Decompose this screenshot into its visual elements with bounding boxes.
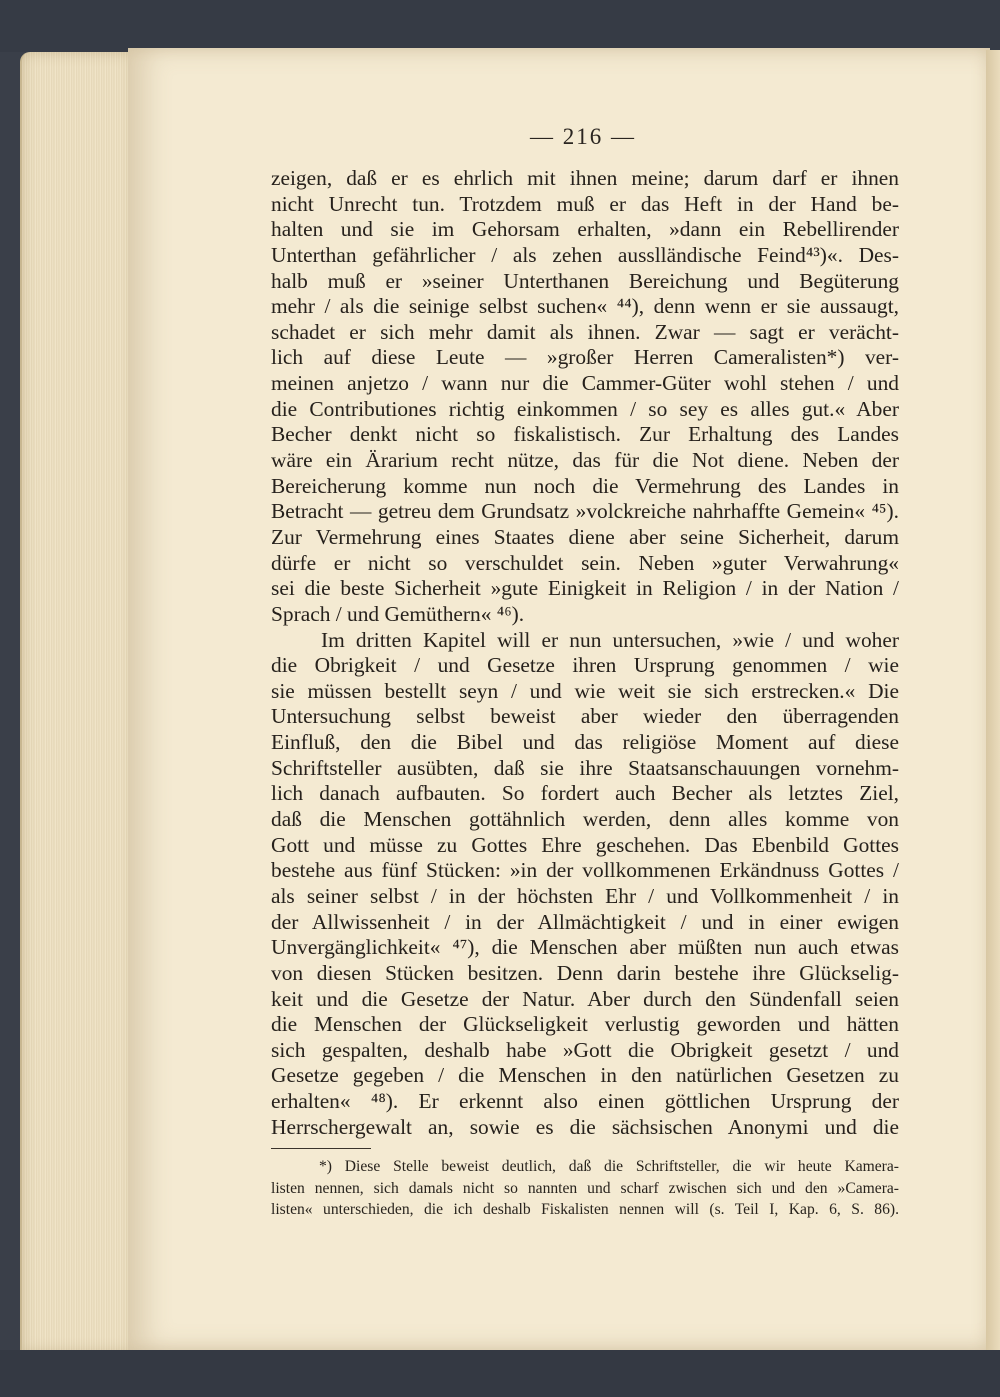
text-line: der Allwissenheit / in der Allmächtigkeit / und in einer ewigen: [271, 909, 899, 934]
text-line: erhalten« ⁴⁸). Er erkennt also einen göttlichen Ursprung der: [271, 1089, 899, 1114]
text-line: zeigen, daß er es ehrlich mit ihnen meine; darum darf er ihnen: [271, 166, 899, 190]
text-line: daß die Menschen gottähnlich werden, denn alles komme von: [271, 807, 899, 832]
text-line: dürfe er nicht so verschuldet sein. Neben »guter Verwahrung«: [271, 550, 899, 575]
text-line: meinen anjetzo / wann nur die Cammer-Güter wohl stehen / und: [271, 371, 899, 396]
text-line: halb muß er »seiner Unterthanen Bereichung und Begüterung: [271, 268, 899, 293]
text-line: sei die beste Sicherheit »gute Einigkeit in Religion / in der Nation /: [271, 576, 899, 601]
text-line: sie müssen bestellt seyn / und wie weit sie sich erstrecken.« Die: [271, 678, 899, 703]
footnote-line: *) Diese Stelle beweist deutlich, daß die Schriftsteller, die wir heute Kamera-: [319, 1158, 899, 1175]
text-line: halten und sie im Gehorsam erhalten, »dann ein Rebellirender: [271, 217, 899, 242]
scanner-background-top: [0, 0, 1000, 52]
text-line: Gesetze gegeben / die Menschen in den natürlichen Gesetzen zu: [271, 1063, 899, 1088]
text-line: wäre ein Ärarium recht nütze, das für die Not diene. Neben der: [271, 448, 899, 473]
paragraph-end-line: Sprach / und Gemüthern« ⁴⁶).: [271, 601, 525, 626]
text-line: Unterthan gefährlicher / als zehen ausslländische Feind⁴³)«. Des-: [271, 242, 899, 267]
text-line: Zur Vermehrung eines Staates diene aber seine Sicherheit, darum: [271, 524, 899, 549]
text-line: die Obrigkeit / und Gesetze ihren Ursprung genommen / wie: [271, 653, 899, 678]
text-line: Betracht — getreu dem Grundsatz »volckreiche nahrhaffte Gemein« ⁴⁵).: [271, 499, 899, 524]
text-line: Becher denkt nicht so fiskalistisch. Zur Erhaltung des Landes: [271, 422, 899, 447]
page-number: — 216 —: [530, 124, 636, 149]
footnote-line: listen nennen, sich damals nicht so nannten und scharf zwischen sich und den »Camera-: [271, 1179, 899, 1197]
text-line: die Menschen der Glückseligkeit verlustig geworden und hätten: [271, 1012, 899, 1037]
text-line: von diesen Stücken besitzen. Denn darin bestehe ihre Glückselig-: [271, 960, 899, 985]
text-line: Einfluß, den die Bibel und das religiöse Moment auf diese: [271, 730, 899, 755]
text-line: lich auf diese Leute — »großer Herren Cameralisten*) ver-: [271, 345, 899, 370]
footnote: [271, 1156, 899, 1221]
text-line: keit und die Gesetze der Natur. Aber durch den Sündenfall seien: [271, 986, 899, 1011]
text-line: Schriftsteller ausübten, daß sie ihre Staatsanschauungen vornehm-: [271, 755, 899, 780]
text-line: lich danach aufbauten. So fordert auch Becher als letztes Ziel,: [271, 781, 899, 806]
footnote-line: listen« unterschieden, die ich deshalb Fiskalisten nennen will (s. Teil I, Kap. 6, S. 86).: [271, 1201, 899, 1218]
text-line: schadet er sich mehr damit als ihnen. Zwar — sagt er verächt-: [271, 319, 899, 344]
text-line: nicht Unrecht tun. Trotzdem muß er das Heft in der Hand be-: [271, 191, 899, 216]
text-line: Unvergänglichkeit« ⁴⁷), die Menschen aber müßten nun auch etwas: [271, 935, 899, 960]
text-line: als seiner selbst / in der höchsten Ehr / und Vollkommenheit / in: [271, 883, 899, 908]
text-line: die Contributiones richtig einkommen / so sey es alles gut.« Aber: [271, 396, 899, 421]
text-line: Untersuchung selbst beweist aber wieder den überragenden: [271, 704, 899, 729]
footnote-separator: [271, 1148, 371, 1149]
page-edge-stack: [20, 52, 134, 1352]
text-line: Herrschergewalt an, sowie es die sächsischen Anonymi und die: [271, 1114, 899, 1139]
text-line: Gott und müsse zu Gottes Ehre geschehen. Das Ebenbild Gottes: [271, 832, 899, 857]
paragraph-first-line: Im dritten Kapitel will er nun untersuchen, »wie / und woher: [321, 627, 899, 652]
text-line: mehr / als die seinige selbst suchen« ⁴⁴), denn wenn er sie aussaugt,: [271, 294, 899, 319]
facing-page-edge: [986, 50, 1000, 1350]
text-line: sich gespalten, deshalb habe »Gott die Obrigkeit gesetzt / und: [271, 1037, 899, 1062]
text-line: Bereicherung komme nun noch die Vermehrung des Landes in: [271, 473, 899, 498]
body-text: [271, 166, 899, 1140]
scanner-background-bottom: [0, 1350, 1000, 1397]
text-line: bestehe aus fünf Stücken: »in der vollkommenen Erkändnuss Gottes /: [271, 858, 899, 883]
